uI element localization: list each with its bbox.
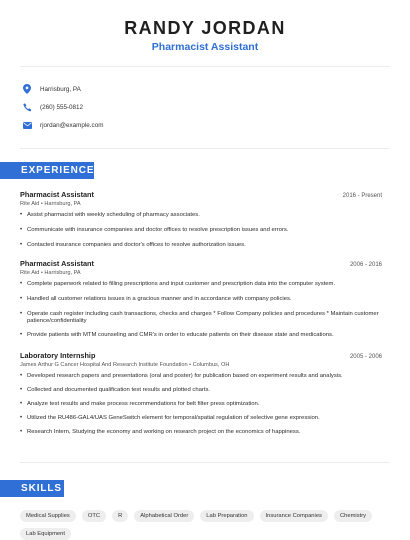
- contact-email-text: rjordan@example.com: [40, 121, 104, 129]
- skill-chip: OTC: [82, 510, 106, 522]
- skill-chip: R: [112, 510, 128, 522]
- job-title: Pharmacist Assistant: [20, 259, 94, 268]
- job-entry: [20, 259, 382, 339]
- section-heading-experience: EXPERIENCE: [0, 162, 94, 179]
- job-company-line: Rite Aid • Harrisburg, PA: [20, 201, 81, 207]
- contact-email: [22, 119, 103, 131]
- bullet-item: • Utilized the RU486-GAL4/UAS GeneSwitch element for temporal/spatial regulation of selective gene expression.: [20, 415, 382, 422]
- job-dates: 2016 - Present: [342, 193, 382, 199]
- phone-icon: [22, 102, 32, 112]
- email-icon: [22, 120, 32, 130]
- skill-chip: Insurance Companies: [260, 510, 328, 522]
- job-location: Harrisburg, PA: [44, 201, 81, 207]
- bullet-item: • Handled all customer relations issues in a gracious manner and in accordance with company policies.: [20, 296, 382, 303]
- skill-chip: Lab Equipment: [20, 528, 71, 540]
- skill-chip: Alphabetical Order: [134, 510, 194, 522]
- contact-divider: [20, 148, 390, 149]
- job-company-line: James Arthur G Cancer Hospital And Research Institute Foundation • Columbus, OH: [20, 362, 230, 368]
- job-bullets: [20, 373, 382, 436]
- candidate-name: RANDY JORDAN: [124, 18, 286, 38]
- bullet-item: • Provide patients with MTM counseling and CMR's in order to educate patients on their disease state and medications.: [20, 332, 382, 339]
- job-entry: [20, 190, 382, 249]
- experience-divider: [20, 462, 390, 463]
- job-company-line: Rite Aid • Harrisburg, PA: [20, 270, 81, 276]
- job-dates: 2006 - 2016: [349, 262, 382, 268]
- skill-chip: Chemistry: [334, 510, 372, 522]
- job-title: Pharmacist Assistant: [20, 190, 94, 199]
- contact-location-text: Harrisburg, PA: [40, 85, 81, 93]
- job-dates: 2005 - 2006: [349, 354, 382, 360]
- job-company: Rite Aid: [20, 270, 40, 276]
- bullet-item: • Collected and documented qualification test results and plotted charts.: [20, 387, 382, 394]
- job-entry: [20, 351, 382, 436]
- skill-chip: Lab Preparation: [200, 510, 253, 522]
- bullet-item: • Assist pharmacist with weekly scheduling of pharmacy associates.: [20, 212, 382, 219]
- section-heading-skills: SKILLS: [0, 480, 64, 497]
- job-company: Rite Aid: [20, 201, 40, 207]
- bullet-item: • Complete paperwork related to filling prescriptions and input customer and prescription data into the computer system.: [20, 281, 382, 288]
- bullet-item: • Contacted insurance companies and doctor's offices to resolve authorization issues.: [20, 242, 382, 249]
- job-location: Harrisburg, PA: [44, 270, 81, 276]
- contact-phone: [22, 101, 83, 113]
- bullet-item: • Operate cash register including cash transactions, checks and charges * Follow Company policies and procedures * Maintain customer patience/confidentiality: [20, 311, 382, 325]
- job-location: Columbus, OH: [192, 362, 230, 368]
- contact-phone-text: (260) 555-0812: [40, 103, 84, 111]
- job-bullets: [20, 212, 382, 249]
- header-divider: [20, 66, 390, 67]
- job-bullets: [20, 281, 382, 339]
- candidate-title: Pharmacist Assistant: [151, 41, 259, 53]
- skills-list: [20, 510, 395, 540]
- job-title: Laboratory Internship: [20, 351, 96, 360]
- skill-chip: Medical Supplies: [20, 510, 76, 522]
- contact-location: [22, 83, 81, 95]
- bullet-item: • Developed research papers and presentations (oral and poster) for publication based on experiment results and analysis.: [20, 373, 382, 380]
- location-pin-icon: [22, 84, 32, 94]
- bullet-item: • Research Intern, Studying the economy and working on research project on the economics of happiness.: [20, 429, 382, 436]
- bullet-item: • Analyze test results and make process recommendations for belt filter press optimization.: [20, 401, 382, 408]
- job-company: James Arthur G Cancer Hospital And Research Institute Foundation: [20, 362, 188, 368]
- bullet-item: • Communicate with insurance companies and doctor offices to resolve prescription issues and errors.: [20, 227, 382, 234]
